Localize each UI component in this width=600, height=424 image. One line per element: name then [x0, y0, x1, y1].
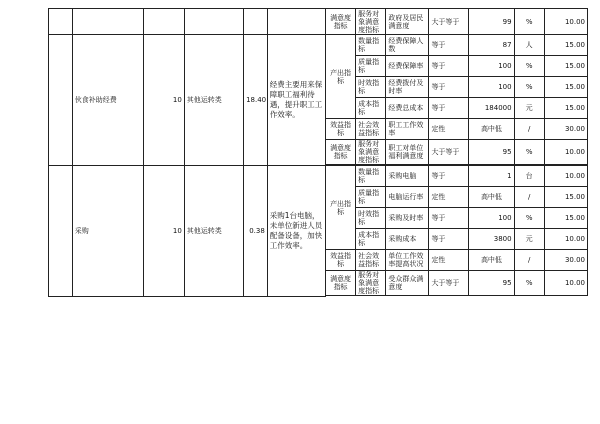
indicator-weight: 15.00	[544, 208, 587, 229]
indicator-unit: %	[514, 208, 544, 229]
indicator-unit: 台	[514, 166, 544, 187]
project-category: 其他运转类	[184, 35, 243, 166]
indicator-l3: 电脑运行率	[386, 187, 429, 208]
indicator-value: 3800	[469, 229, 514, 250]
cell-left-blank	[49, 166, 73, 297]
performance-table-sheet	[48, 8, 588, 297]
indicator-value: 95	[469, 271, 514, 296]
indicator-weight: 15.00	[544, 56, 587, 77]
indicator-unit: /	[514, 250, 544, 271]
project-amount: 18.40	[244, 35, 268, 166]
indicator-operator: 等于	[429, 166, 469, 187]
indicator-unit: %	[514, 9, 544, 35]
indicator-weight: 10.00	[544, 166, 587, 187]
cell-blank	[143, 9, 184, 35]
indicator-unit: %	[514, 77, 544, 98]
indicator-l3: 采购及时率	[386, 208, 429, 229]
indicator-l1: 效益指标	[325, 250, 355, 271]
indicator-operator: 大于等于	[429, 271, 469, 296]
indicator-value: 87	[469, 35, 514, 56]
indicator-l2: 数量指标	[356, 35, 386, 56]
indicator-weight: 10.00	[544, 140, 587, 165]
indicator-value: 高中低	[469, 119, 514, 140]
project-count: 10	[143, 166, 184, 297]
table-row-top	[49, 9, 588, 35]
indicator-weight: 10.00	[544, 271, 587, 296]
project-description: 经费主要用来保障职工福利待遇，提升职工工作效率。	[267, 35, 325, 166]
indicator-weight: 30.00	[544, 250, 587, 271]
table-row	[49, 166, 588, 187]
indicator-l3: 采购电脑	[386, 166, 429, 187]
indicator-unit: /	[514, 119, 544, 140]
indicator-l2: 质量指标	[356, 187, 386, 208]
spacer-cell	[325, 296, 587, 297]
indicator-operator: 等于	[429, 35, 469, 56]
indicator-operator: 大于等于	[429, 9, 469, 35]
cell-blank	[267, 9, 325, 35]
project-category: 其他运转类	[184, 166, 243, 297]
indicator-weight: 10.00	[544, 229, 587, 250]
table-row	[49, 35, 588, 56]
indicator-l3: 采购成本	[386, 229, 429, 250]
indicator-operator: 等于	[429, 208, 469, 229]
project-amount: 0.38	[244, 166, 268, 297]
project-name: 伙食补助经费	[72, 35, 143, 166]
indicator-value: 100	[469, 77, 514, 98]
cell-blank	[244, 9, 268, 35]
cell-left-blank	[49, 35, 73, 166]
indicator-unit: 元	[514, 229, 544, 250]
indicator-l3: 职工工作效率	[386, 119, 429, 140]
indicator-value: 184000	[469, 98, 514, 119]
cell-blank	[72, 9, 143, 35]
indicator-unit: %	[514, 271, 544, 296]
indicator-l2: 服务对象满意度指标	[356, 9, 386, 35]
indicator-unit: %	[514, 56, 544, 77]
indicator-l1: 产出指标	[325, 35, 355, 119]
indicator-l1: 产出指标	[325, 166, 355, 250]
project-description: 采购1台电脑，未单位新进人员配备设备，加快工作效率。	[267, 166, 325, 297]
performance-indicator-table	[48, 8, 588, 297]
indicator-l3: 经费保障率	[386, 56, 429, 77]
indicator-operator: 定性	[429, 250, 469, 271]
indicator-weight: 30.00	[544, 119, 587, 140]
indicator-l3: 经费拨付及时率	[386, 77, 429, 98]
indicator-value: 100	[469, 208, 514, 229]
indicator-value: 99	[469, 9, 514, 35]
indicator-l2: 数量指标	[356, 166, 386, 187]
indicator-l1: 满意度指标	[325, 140, 355, 165]
indicator-operator: 大于等于	[429, 140, 469, 165]
indicator-l2: 社会效益指标	[356, 250, 386, 271]
indicator-weight: 15.00	[544, 77, 587, 98]
indicator-unit: %	[514, 140, 544, 165]
indicator-l3: 经费保障人数	[386, 35, 429, 56]
indicator-l2: 时效指标	[356, 77, 386, 98]
indicator-operator: 等于	[429, 77, 469, 98]
indicator-l2: 成本指标	[356, 229, 386, 250]
indicator-operator: 定性	[429, 119, 469, 140]
indicator-l2: 服务对象满意度指标	[356, 140, 386, 165]
project-name: 采购	[72, 166, 143, 297]
indicator-value: 95	[469, 140, 514, 165]
indicator-l1: 满意度指标	[325, 9, 355, 35]
cell-blank	[184, 9, 243, 35]
indicator-l1: 满意度指标	[325, 271, 355, 296]
indicator-weight: 15.00	[544, 98, 587, 119]
indicator-value: 高中低	[469, 187, 514, 208]
indicator-weight: 15.00	[544, 35, 587, 56]
project-count: 10	[143, 35, 184, 166]
indicator-value: 高中低	[469, 250, 514, 271]
indicator-l3: 受众群众满意度	[386, 271, 429, 296]
indicator-weight: 15.00	[544, 187, 587, 208]
indicator-unit: 人	[514, 35, 544, 56]
indicator-operator: 定性	[429, 187, 469, 208]
indicator-unit: 元	[514, 98, 544, 119]
indicator-weight: 10.00	[544, 9, 587, 35]
indicator-l3: 政府及居民满意度	[386, 9, 429, 35]
indicator-operator: 等于	[429, 98, 469, 119]
indicator-l3: 单位工作效率提高状况	[386, 250, 429, 271]
indicator-l2: 质量指标	[356, 56, 386, 77]
indicator-unit: /	[514, 187, 544, 208]
indicator-l3: 职工对单位福利满意度	[386, 140, 429, 165]
indicator-l1: 效益指标	[325, 119, 355, 140]
indicator-operator: 等于	[429, 56, 469, 77]
cell-left-blank	[49, 9, 73, 35]
indicator-l2: 时效指标	[356, 208, 386, 229]
indicator-operator: 等于	[429, 229, 469, 250]
indicator-value: 100	[469, 56, 514, 77]
indicator-l2: 服务对象满意度指标	[356, 271, 386, 296]
indicator-l2: 社会效益指标	[356, 119, 386, 140]
indicator-l3: 经费总成本	[386, 98, 429, 119]
indicator-l2: 成本指标	[356, 98, 386, 119]
indicator-value: 1	[469, 166, 514, 187]
